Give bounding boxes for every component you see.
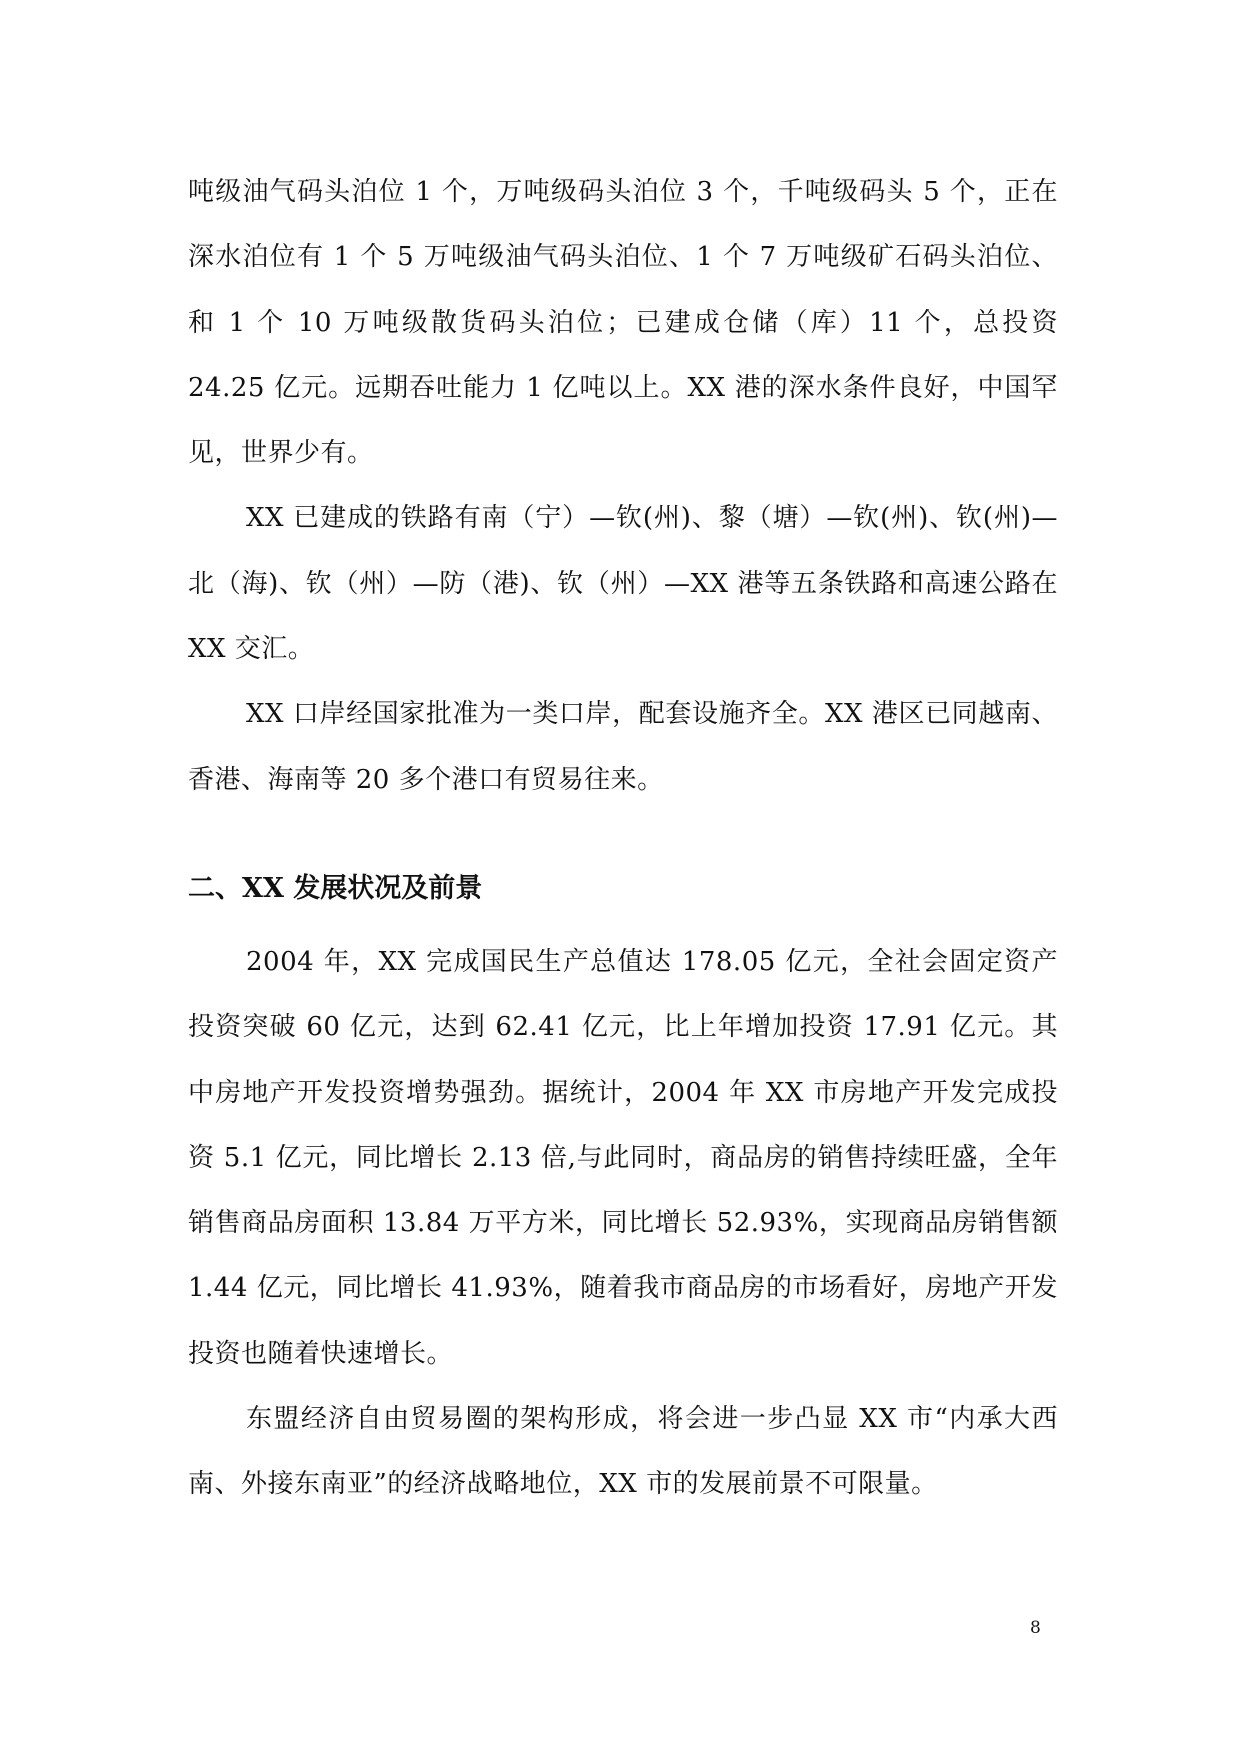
paragraph-economic-stats: 2004 年，XX 完成国民生产总值达 178.05 亿元，全社会固定资产投资突破 60 亿元，达到 62.41 亿元，比上年增加投资 17.91 亿元。其中房地产开发投资增势强劲。据统计，2004 年 XX 市房地产开发完成投资 5.1 亿元，同比增长 2.13 倍,与此同时，商品房的销售持续旺盛，全年销售商品房面积 13.84 万平方米，同比增长 52.93%，实现商品房销售额 1.44 亿元，同比增长 41.93%，随着我市商品房的市场看好，房地产开发投资也随着快速增长。 — [188, 947, 1058, 1369]
page-number: 8 — [1030, 1618, 1041, 1638]
section-2-heading: 二、XX 发展状况及前景 — [188, 873, 483, 904]
paragraph-railways: XX 已建成的铁路有南（宁）—钦(州)、黎（塘）—钦(州)、钦(州)—北（海)、钦（州）—防（港)、钦（州）—XX 港等五条铁路和高速公路在 XX 交汇。 — [188, 503, 1058, 665]
paragraph-port-trade: XX 口岸经国家批准为一类口岸，配套设施齐全。XX 港区已同越南、香港、海南等 20 多个港口有贸易往来。 — [188, 699, 1058, 795]
section-1-body — [188, 160, 1058, 813]
paragraph-port-berths: 吨级油气码头泊位 1 个，万吨级码头泊位 3 个，千吨级码头 5 个，正在深水泊位有 1 个 5 万吨级油气码头泊位、1 个 7 万吨级矿石码头泊位、和 1 个 10 万吨级散货码头泊位；已建成仓储（库）11 个，总投资 24.25 亿元。远期吞吐能力 1 亿吨以上。XX 港的深水条件良好，中国罕见，世界少有。 — [188, 177, 1058, 469]
section-2-body — [188, 930, 1058, 1518]
paragraph-asean-outlook: 东盟经济自由贸易圈的架构形成，将会进一步凸显 XX 市“内承大西南、外接东南亚”的经济战略地位，XX 市的发展前景不可限量。 — [188, 1404, 1058, 1500]
